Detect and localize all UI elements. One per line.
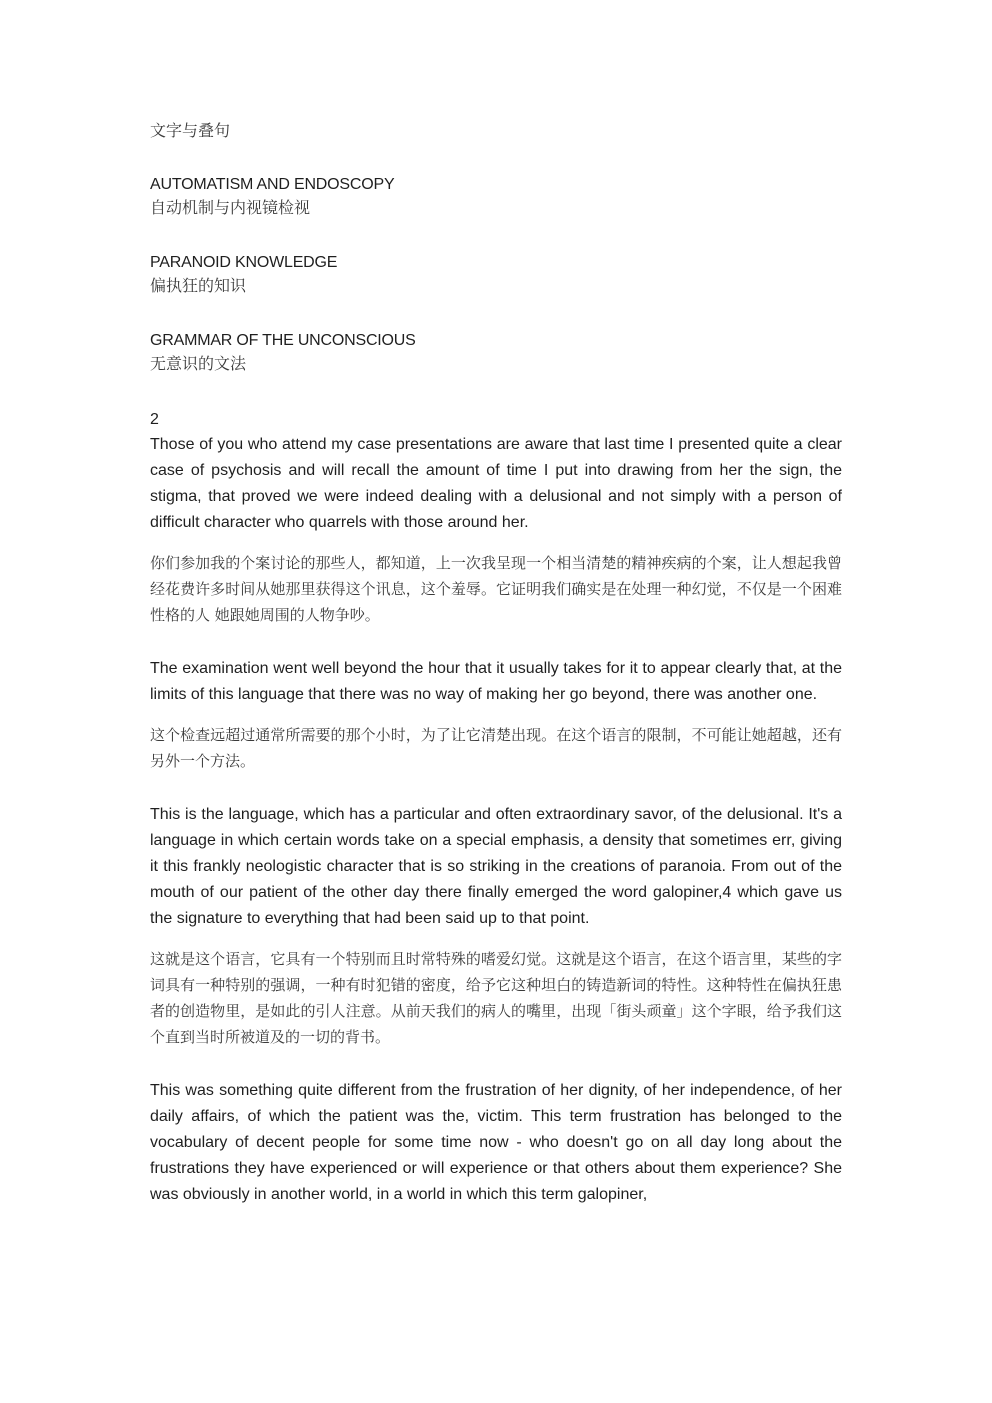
section-heading-en: GRAMMAR OF THE UNCONSCIOUS [150,332,416,349]
paragraph-en-1: Those of you who attend my case presentations are aware that last time I presented quite a clear case of psychosis and will recall the amount of time I put into drawing from her the sign, the stigma, that proved we were indeed dealing with a delusional and not simply with a person of difficult character who quarrels with those around her. [150,436,842,531]
section-heading-grammar [150,330,842,376]
paragraph-en-3: This is the language, which has a particular and often extraordinary savor, of the delusional. It's a language in which certain words take on a special emphasis, a density that sometimes err, giving it this frankly neologistic character that is so striking in the creations of paranoia. From out of the mouth of our patient of the other day there finally emerged the word galopiner,4 which gave us the signature to everything that had been said up to that point. [150,806,842,927]
section-heading-zh: 偏执狂的知识 [150,276,247,295]
paragraph-zh-3: 这就是这个语言，它具有一个特别而且时常特殊的嗜爱幻觉。这就是这个语言，在这个语言里，某些的字词具有一种特别的强调，一种有时犯错的密度，给予它这种坦白的铸造新词的特性。这种特性在偏执狂患者的创造物里，是如此的引人注意。从前天我们的病人的嘴里，出现「街头顽童」这个字眼，给予我们这个直到当时所被道及的一切的背书。 [150,950,842,1046]
section-heading-en: AUTOMATISM AND ENDOSCOPY [150,176,395,193]
paragraph-zh-1: 你们参加我的个案讨论的那些人，都知道，上一次我呈现一个相当清楚的精神疾病的个案，让人想起我曾经花费许多时间从她那里获得这个讯息，这个羞辱。它证明我们确实是在处理一种幻觉，不仅是一个困难性格的人 她跟她周围的人物争吵。 [150,554,842,624]
chapter-number: 2 [150,411,159,428]
paragraph-en-4: This was something quite different from the frustration of her dignity, of her independence, of her daily affairs, of which the patient was the, victim. This term frustration has belonged to the vocabulary of decent people for some time now - who doesn't go on all day long about the frustrations they have experienced or will experience or that others about them experience? She was obviously in another world, in a world in which this term galopiner, [150,1082,842,1203]
document-title: 文字与叠句 [150,121,231,140]
section-heading-en: PARANOID KNOWLEDGE [150,254,338,271]
section-heading-zh: 无意识的文法 [150,354,247,373]
section-heading-zh: 自动机制与内视镜检视 [150,198,311,217]
paragraph-zh-2: 这个检查远超过通常所需要的那个小时，为了让它清楚出现。在这个语言的限制，不可能让她超越，还有另外一个方法。 [150,726,842,770]
document-page [150,120,842,1208]
paragraph-en-2: The examination went well beyond the hour that it usually takes for it to appear clearly that, at the limits of this language that there was no way of making her go beyond, there was another one. [150,660,842,703]
section-heading-paranoid [150,252,842,298]
section-heading-automatism [150,174,842,220]
